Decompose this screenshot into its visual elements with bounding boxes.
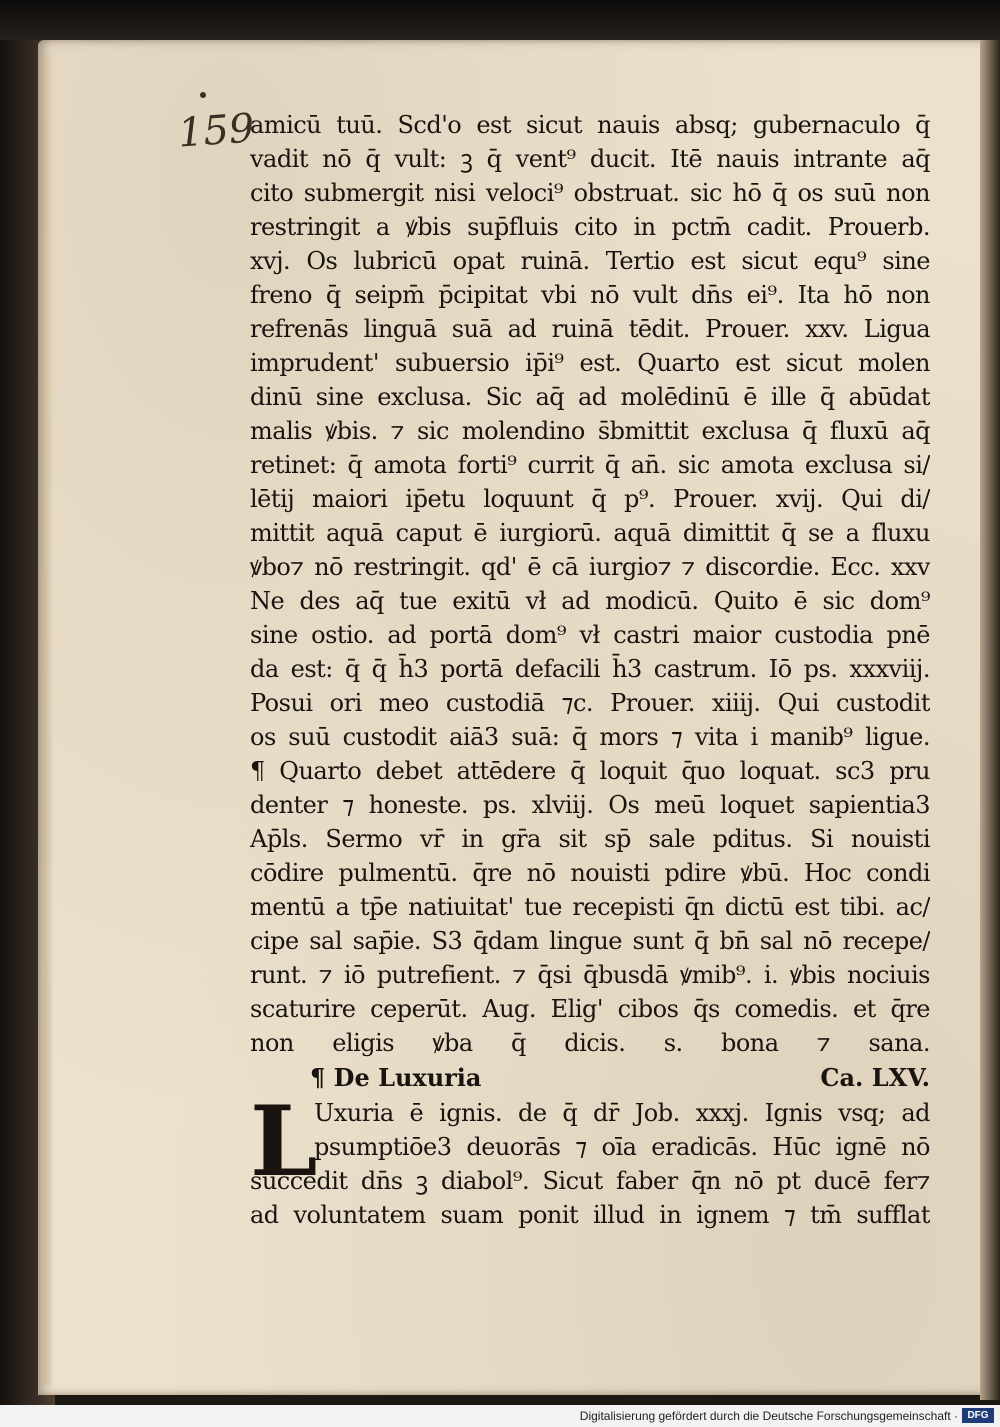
text-block <box>250 108 930 1232</box>
text-line: ꝟbo⁊ nō restringit. qd' ē cā iurgio⁊ ⁊ discordie. Ecc. xxv <box>250 553 930 581</box>
text-line: da est: q̄ q̄ h̄3 portā defacili h̄3 castrum. Iō ps. xxxviij. <box>250 655 930 683</box>
chapter-number: Ca. LXV. <box>820 1063 930 1092</box>
folio-mark <box>200 92 206 98</box>
dfg-logo: DFG <box>962 1408 994 1423</box>
text-line: ad voluntatem suam ponit illud in ignem ⁊ tm̄ sufflat <box>250 1201 930 1229</box>
text-line: lētij maiori ip̄etu loquunt q̄ p⁹. Prouer. xvij. Qui di/ <box>250 485 930 513</box>
text-line: amicū tuū. Scd'o est sicut nauis absq; gubernaculo q̄ <box>250 111 930 139</box>
text-line: mentū a tp̄e natiuitat' tue recepisti q̄n dictū est tibi. ac/ <box>250 893 930 921</box>
chapter-text <box>250 1164 930 1232</box>
text-line: vadit nō q̄ vult: ꝫ q̄ vent⁹ ducit. Itē nauis intrante aq̄ <box>250 145 930 173</box>
text-line: Posui ori meo custodiā ⁊c. Prouer. xiiij. Qui custodit <box>250 689 930 717</box>
folio-number: 159 <box>176 105 256 157</box>
text-line: freno q̄ seipm̄ p̄cipitat vbi nō vult dn̄s ei⁹. Ita hō non <box>250 281 930 309</box>
text-line: xvj. Os lubricū opat ruinā. Tertio est sicut equ⁹ sine <box>250 247 930 275</box>
text-line: cōdire pulmentū. q̄re nō nouisti pdire ꝟbū. Hoc condi <box>250 859 930 887</box>
text-line: scaturire ceperūt. Aug. Elig' cibos q̄s comedis. et q̄re <box>250 995 930 1023</box>
text-line: cito submergit nisi veloci⁹ obstruat. sic hō q̄ os suū non <box>250 179 930 207</box>
text-line: non eligis ꝟba q̄ dicis. s. bona ⁊ sana. <box>250 1029 930 1057</box>
text-line: mittit aquā caput ē iurgiorū. aquā dimittit q̄ se a fluxu <box>250 519 930 547</box>
text-line: imprudent' subuersio ip̄i⁹ est. Quarto est sicut molen <box>250 349 930 377</box>
text-line: Ne des aq̄ tue exitū vł ad modicū. Quito ē sic dom⁹ <box>250 587 930 615</box>
text-line: succēdit dn̄s ꝫ diabol⁹. Sicut faber q̄n nō pt ducē fer⁊ <box>250 1167 930 1195</box>
text-line: Uxuria ē ignis. de q̄ dr̄ Job. xxxj. Ignis vsq; ad <box>314 1099 930 1127</box>
text-line: Ap̄ls. Sermo vr̄ in gr̄a sit sp̄ sale pditus. Si nouisti <box>250 825 930 853</box>
text-line: runt. ⁊ iō putrefient. ⁊ q̄si q̄busdā ꝟmib⁹. i. ꝟbis nociuis <box>250 961 930 989</box>
chapter-body <box>250 1085 930 1232</box>
chapter-heading <box>250 1060 930 1096</box>
text-line: retinet: q̄ amota forti⁹ currit q̄ an̄. sic amota exclusa si/ <box>250 451 930 479</box>
text-line: cipe sal sap̄ie. S3 q̄dam lingue sunt q̄ bn̄ sal nō recepe/ <box>250 927 930 955</box>
text-line: malis ꝟbis. ⁊ sic molendino s̄bmittit exclusa q̄ fluxū aq̄ <box>250 417 930 445</box>
chapter-title: ¶ De Luxuria <box>310 1063 482 1092</box>
text-line: sine ostio. ad portā dom⁹ vł castri maior custodia pnē <box>250 621 930 649</box>
text-line: denter ⁊ honeste. ps. xlviij. Os meū loquet sapientia3 <box>250 791 930 819</box>
initial-indented-text <box>250 1096 930 1164</box>
funding-notice: Digitalisierung gefördert durch die Deutsche Forschungsgemeinschaft · <box>579 1409 958 1423</box>
text-line: refrenās linguā suā ad ruinā tēdit. Prouer. xxv. Ligua <box>250 315 930 343</box>
text-line: dinū sine exclusa. Sic aq̄ ad molēdinū ē ille q̄ abūdat <box>250 383 930 411</box>
page-gutter <box>44 55 52 1385</box>
decorated-initial: L <box>250 1085 318 1198</box>
page-right-edge <box>980 40 1000 1400</box>
text-line: ¶ Quarto debet attēdere q̄ loquit q̄uo loquat. sc3 pru <box>250 757 930 785</box>
body-text <box>250 108 930 1060</box>
text-line: os suū custodit aiā3 suā: q̄ mors ⁊ vita i manib⁹ ligue. <box>250 723 930 751</box>
text-line: psumptiōe3 deuorās ⁊ oīa eradicās. Hūc ignē nō <box>314 1133 930 1161</box>
text-line: restringit a ꝟbis sup̄fluis cito in pctm̄ cadit. Prouerb. <box>250 213 930 241</box>
